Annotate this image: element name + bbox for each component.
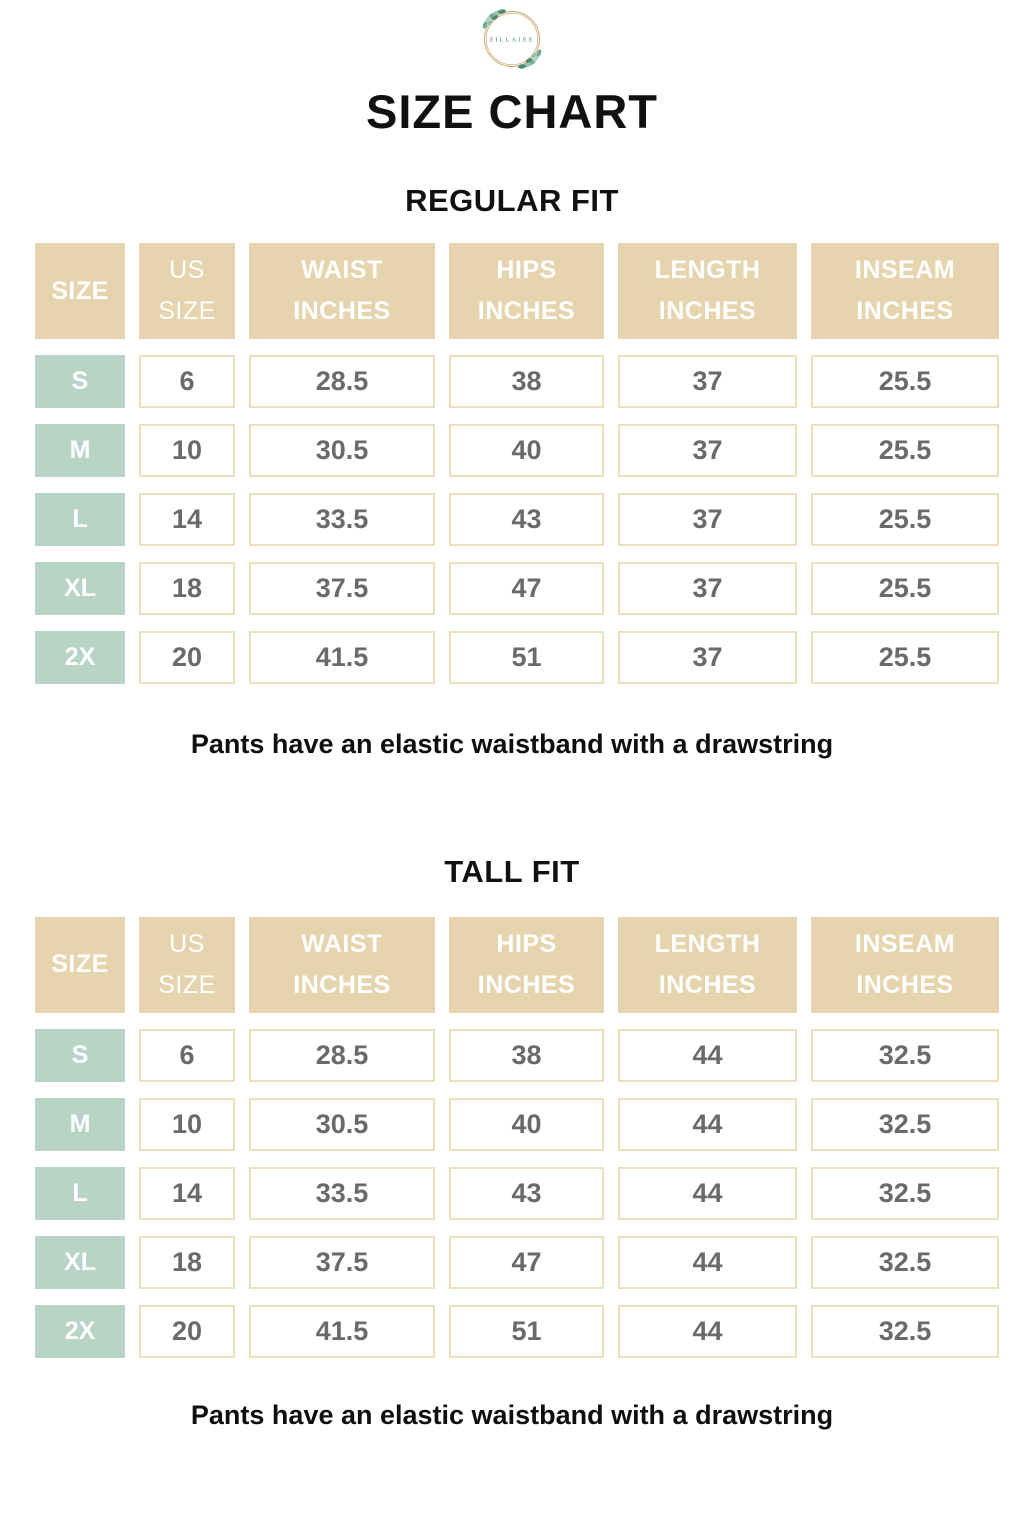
column-header-length-inches xyxy=(618,917,797,1013)
regular-fit-size-table xyxy=(35,243,999,684)
section-title-regular-fit: REGULAR FIT xyxy=(405,183,619,219)
column-header-waist-inches xyxy=(249,243,435,339)
size-cell: L xyxy=(35,1167,125,1220)
brand-logo xyxy=(0,0,1024,77)
value-cell: 6 xyxy=(139,355,235,408)
table-row-size-2x xyxy=(35,631,999,684)
table-row-size-s xyxy=(35,355,999,408)
value-cell: 30.5 xyxy=(249,1098,435,1151)
value-cell: 47 xyxy=(449,1236,604,1289)
value-cell: 51 xyxy=(449,1305,604,1358)
value-cell: 43 xyxy=(449,493,604,546)
regular-fit-section xyxy=(0,184,1024,760)
table-row-size-xl xyxy=(35,1236,999,1289)
value-cell: 32.5 xyxy=(811,1098,999,1151)
value-cell: 41.5 xyxy=(249,1305,435,1358)
size-cell: L xyxy=(35,493,125,546)
header-line: INSEAM xyxy=(854,929,956,958)
tall-fit-size-table xyxy=(35,917,999,1358)
size-cell: XL xyxy=(35,562,125,615)
header-line: HIPS xyxy=(496,255,557,284)
value-cell: 25.5 xyxy=(811,631,999,684)
header-line: INCHES xyxy=(856,297,954,326)
column-header-waist-inches xyxy=(249,917,435,1013)
value-cell: 25.5 xyxy=(811,355,999,408)
header-line: HIPS xyxy=(496,929,557,958)
logo-leaves-bottom-right xyxy=(518,49,543,70)
value-cell: 18 xyxy=(139,562,235,615)
value-cell: 51 xyxy=(449,631,604,684)
value-cell: 37 xyxy=(618,355,797,408)
table-row-size-l xyxy=(35,493,999,546)
header-line: US xyxy=(169,929,205,958)
header-line: INCHES xyxy=(658,297,757,326)
header-line: SIZE xyxy=(51,276,109,305)
value-cell: 44 xyxy=(618,1098,797,1151)
table-row-size-xl xyxy=(35,562,999,615)
waistband-note: Pants have an elastic waistband with a drawstring xyxy=(190,1400,834,1431)
value-cell: 33.5 xyxy=(249,493,435,546)
table-row-size-l xyxy=(35,1167,999,1220)
header-line: INCHES xyxy=(856,971,954,1000)
header-line: SIZE xyxy=(158,971,216,1000)
column-header-us-size xyxy=(139,917,235,1013)
value-cell: 37 xyxy=(618,493,797,546)
value-cell: 38 xyxy=(449,1029,604,1082)
tall-fit-section xyxy=(0,855,1024,1431)
header-line: SIZE xyxy=(158,297,216,326)
header-line: INCHES xyxy=(293,971,391,1000)
value-cell: 37 xyxy=(618,631,797,684)
value-cell: 37 xyxy=(618,424,797,477)
value-cell: 10 xyxy=(139,1098,235,1151)
value-cell: 44 xyxy=(618,1305,797,1358)
value-cell: 14 xyxy=(139,493,235,546)
size-cell: 2X xyxy=(35,631,125,684)
size-cell: 2X xyxy=(35,1305,125,1358)
header-line: LENGTH xyxy=(654,255,761,284)
value-cell: 10 xyxy=(139,424,235,477)
value-cell: 37.5 xyxy=(249,1236,435,1289)
column-header-us-size xyxy=(139,243,235,339)
value-cell: 14 xyxy=(139,1167,235,1220)
table-row-size-2x xyxy=(35,1305,999,1358)
value-cell: 32.5 xyxy=(811,1167,999,1220)
size-cell: M xyxy=(35,424,125,477)
header-line: INCHES xyxy=(477,297,576,326)
column-header-size xyxy=(35,917,125,1013)
header-line: US xyxy=(169,255,205,284)
value-cell: 30.5 xyxy=(249,424,435,477)
value-cell: 6 xyxy=(139,1029,235,1082)
size-cell: M xyxy=(35,1098,125,1151)
logo-leaves-top-left xyxy=(482,9,507,30)
size-cell: XL xyxy=(35,1236,125,1289)
value-cell: 28.5 xyxy=(249,1029,435,1082)
waistband-note: Pants have an elastic waistband with a drawstring xyxy=(190,729,834,760)
header-line: INCHES xyxy=(477,971,576,1000)
value-cell: 25.5 xyxy=(811,562,999,615)
header-line: WAIST xyxy=(301,255,383,284)
header-row xyxy=(35,917,999,1013)
value-cell: 18 xyxy=(139,1236,235,1289)
column-header-hips-inches xyxy=(449,243,604,339)
value-cell: 47 xyxy=(449,562,604,615)
value-cell: 44 xyxy=(618,1029,797,1082)
value-cell: 44 xyxy=(618,1236,797,1289)
value-cell: 40 xyxy=(449,424,604,477)
logo-wreath-icon xyxy=(464,6,560,72)
header-line: SIZE xyxy=(51,950,109,979)
value-cell: 43 xyxy=(449,1167,604,1220)
value-cell: 37 xyxy=(618,562,797,615)
logo-brand-text: ZILLAJEE xyxy=(489,36,535,44)
value-cell: 41.5 xyxy=(249,631,435,684)
header-line: WAIST xyxy=(301,929,383,958)
value-cell: 32.5 xyxy=(811,1029,999,1082)
header-line: LENGTH xyxy=(654,929,761,958)
table-row-size-s xyxy=(35,1029,999,1082)
size-cell: S xyxy=(35,355,125,408)
column-header-inseam-inches xyxy=(811,243,999,339)
column-header-hips-inches xyxy=(449,917,604,1013)
table-row-size-m xyxy=(35,1098,999,1151)
value-cell: 38 xyxy=(449,355,604,408)
value-cell: 20 xyxy=(139,1305,235,1358)
value-cell: 44 xyxy=(618,1167,797,1220)
value-cell: 20 xyxy=(139,631,235,684)
value-cell: 32.5 xyxy=(811,1236,999,1289)
value-cell: 33.5 xyxy=(249,1167,435,1220)
header-line: INCHES xyxy=(658,971,757,1000)
value-cell: 28.5 xyxy=(249,355,435,408)
column-header-length-inches xyxy=(618,243,797,339)
header-line: INCHES xyxy=(293,297,391,326)
value-cell: 32.5 xyxy=(811,1305,999,1358)
section-title-tall-fit: TALL FIT xyxy=(444,854,580,890)
value-cell: 37.5 xyxy=(249,562,435,615)
page-title: SIZE CHART xyxy=(366,85,658,138)
value-cell: 25.5 xyxy=(811,493,999,546)
value-cell: 25.5 xyxy=(811,424,999,477)
column-header-inseam-inches xyxy=(811,917,999,1013)
column-header-size xyxy=(35,243,125,339)
size-cell: S xyxy=(35,1029,125,1082)
value-cell: 40 xyxy=(449,1098,604,1151)
header-row xyxy=(35,243,999,339)
header-line: INSEAM xyxy=(854,255,956,284)
table-row-size-m xyxy=(35,424,999,477)
